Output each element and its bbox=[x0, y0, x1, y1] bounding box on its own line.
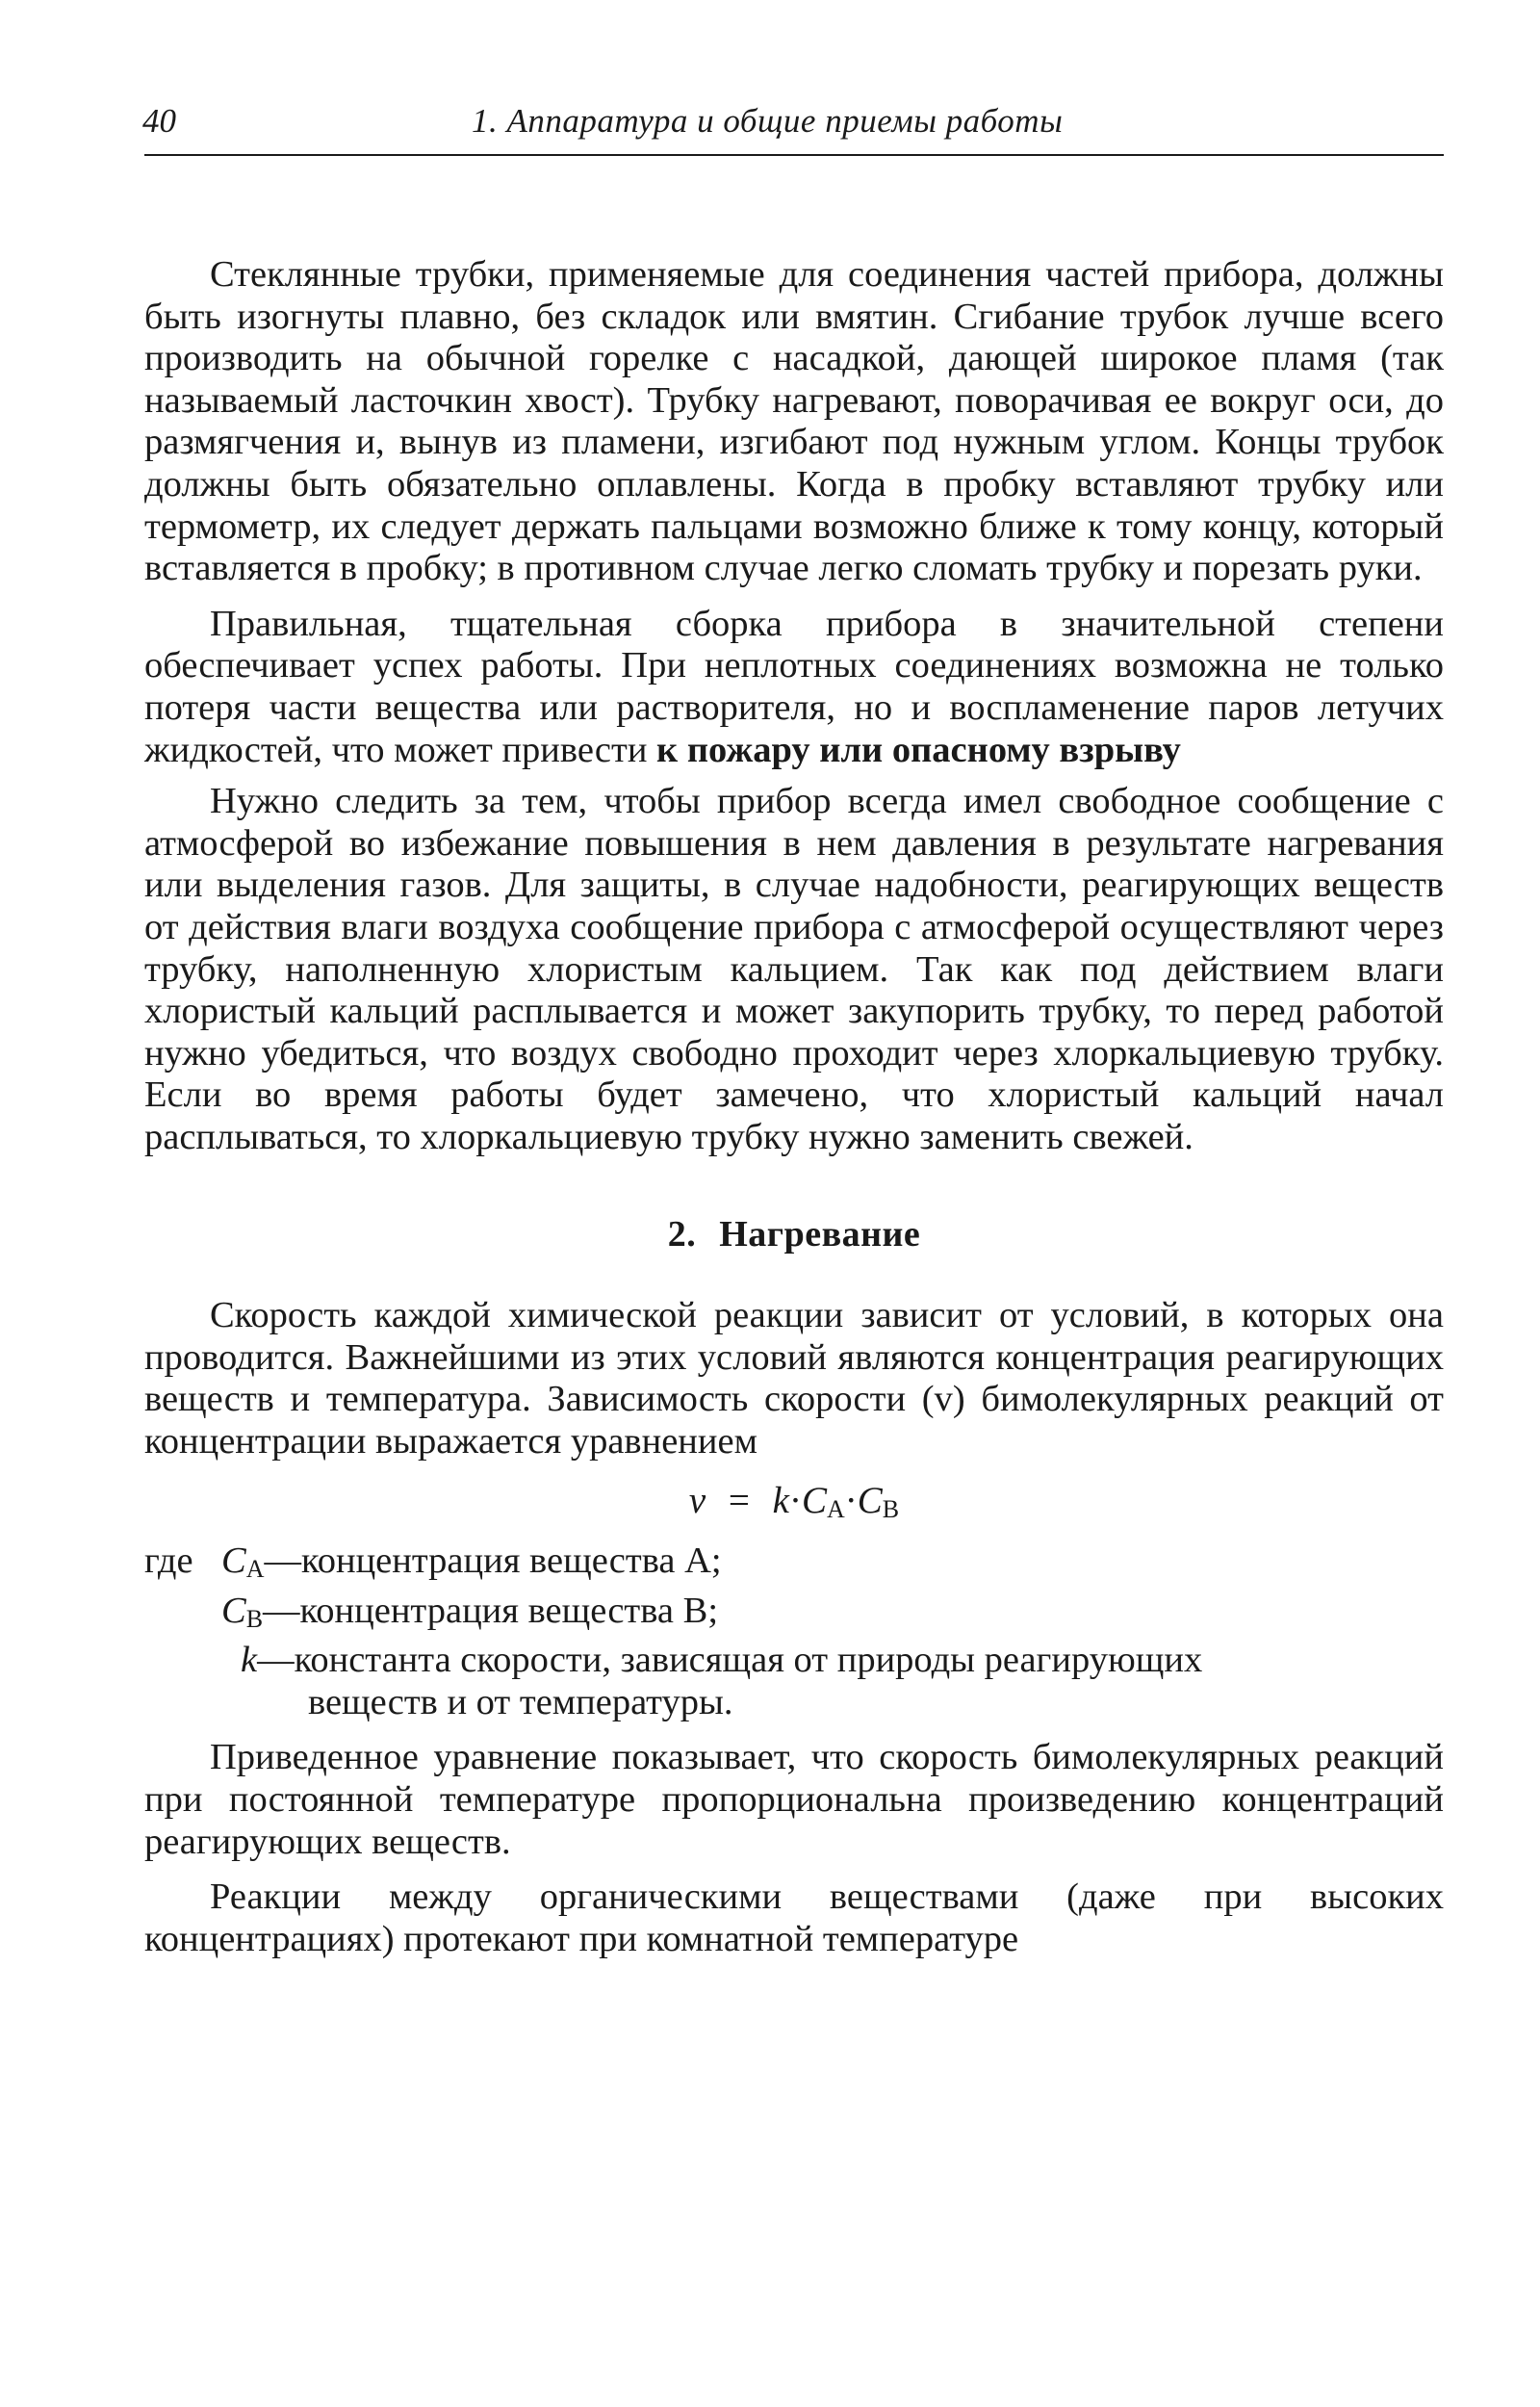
definition-c-b bbox=[144, 1591, 1444, 1641]
body-text bbox=[144, 254, 1444, 1960]
definition-k-continuation: веществ и от температуры. bbox=[308, 1681, 733, 1722]
definitions bbox=[144, 1540, 1444, 1723]
paragraph-organic-reactions: Реакции между органическими веществами (даже при высоких концентрациях) протекают при комнатной температуре bbox=[144, 1876, 1444, 1959]
paragraph-proportionality: Приведенное уравнение показывает, что скорость бимолекулярных реакций при постоянной температуре пропорциональна произведению концентраций реагирующих веществ. bbox=[144, 1737, 1444, 1862]
formula-dot-1: · bbox=[788, 1480, 802, 1522]
formula-c-b-sub: B bbox=[882, 1495, 900, 1524]
definition-c-a bbox=[144, 1540, 1444, 1591]
definition-k-symbol: k bbox=[241, 1640, 258, 1681]
definition-c-a-symbol: C bbox=[221, 1540, 246, 1582]
book-page bbox=[144, 96, 1444, 1960]
rate-equation bbox=[144, 1480, 1444, 1531]
paragraph-assembly-bold: к пожару или опасному взрыву bbox=[656, 729, 1181, 770]
running-title: 1. Аппаратура и общие приемы работы bbox=[472, 102, 1064, 140]
definition-c-b-text: —концентрация вещества B; bbox=[263, 1590, 719, 1631]
definition-c-b-sub: B bbox=[245, 1604, 264, 1633]
definition-c-b-symbol: C bbox=[221, 1590, 246, 1631]
paragraph-reaction-rate: Скорость каждой химической реакции зависит от условий, в которых она проводится. Важнейшими из этих условий являются концентрация реагирующих веществ и температура. Зависимость скорости (v) бимолекулярных реакций от концентрации выражается уравнением bbox=[144, 1295, 1444, 1462]
formula-c-b: C bbox=[857, 1480, 883, 1522]
definition-c-a-text: —концентрация вещества A; bbox=[264, 1540, 722, 1582]
paragraph-assembly-text: Правильная, тщательная сборка прибора в значительной степени обеспечивает успех работы. При неплотных соединениях возможна не только потеря части вещества или растворителя, но и воспламенение паров летучих жидкостей, что может привести bbox=[144, 603, 1444, 770]
paragraph-assembly bbox=[144, 604, 1444, 771]
formula-c-a: C bbox=[801, 1480, 827, 1522]
definition-c-a-sub: A bbox=[245, 1555, 265, 1584]
section-title: Нагревание bbox=[719, 1214, 921, 1255]
formula-equals: = bbox=[728, 1480, 750, 1522]
formula-v: v bbox=[688, 1480, 706, 1522]
running-header bbox=[144, 96, 1444, 156]
paragraph-atmosphere: Нужно следить за тем, чтобы прибор всегда имел свободное сообщение с атмосферой во избежание повышения в нем давления в результате нагревания или выделения газов. Для защиты, в случае надобности, реагирующих веществ от действия влаги воздуха сообщение прибора с атмосферой осуществляют через трубку, наполненную хлористым кальцием. Так как под действием влаги хлористый кальций расплывается и может закупорить трубку, то перед работой нужно убедиться, что воздух свободно проходит через хлоркальциевую трубку. Если во время работы будет замечено, что хлористый кальций начал расплываться, то хлоркальциевую трубку нужно заменить свежей. bbox=[144, 781, 1444, 1157]
definition-k bbox=[144, 1640, 1444, 1723]
section-number: 2. bbox=[667, 1214, 697, 1255]
definition-k-text: —константа скорости, зависящая от природы реагирующих bbox=[257, 1640, 1203, 1681]
page-number: 40 bbox=[142, 102, 176, 140]
definitions-lead: где bbox=[144, 1540, 193, 1582]
formula-dot-2: · bbox=[844, 1480, 858, 1522]
formula-k: k bbox=[772, 1480, 789, 1522]
paragraph-glass-tubes: Стеклянные трубки, применяемые для соединения частей прибора, должны быть изогнуты плавно, без складок или вмятин. Сгибание трубок лучше всего производить на обычной горелке с насадкой, дающей широкое пламя (так называемый ласточкин хвост). Трубку нагревают, поворачивая ее вокруг оси, до размягчения и, вынув из пламени, изгибают под нужным углом. Концы трубок должны быть обязательно оплавлены. Когда в пробку вставляют трубку или термометр, их следует держать пальцами возможно ближе к тому концу, который вставляется в пробку; в противном случае легко сломать трубку и порезать руки. bbox=[144, 254, 1444, 589]
formula-c-a-sub: A bbox=[827, 1495, 845, 1524]
section-heading bbox=[144, 1214, 1444, 1256]
